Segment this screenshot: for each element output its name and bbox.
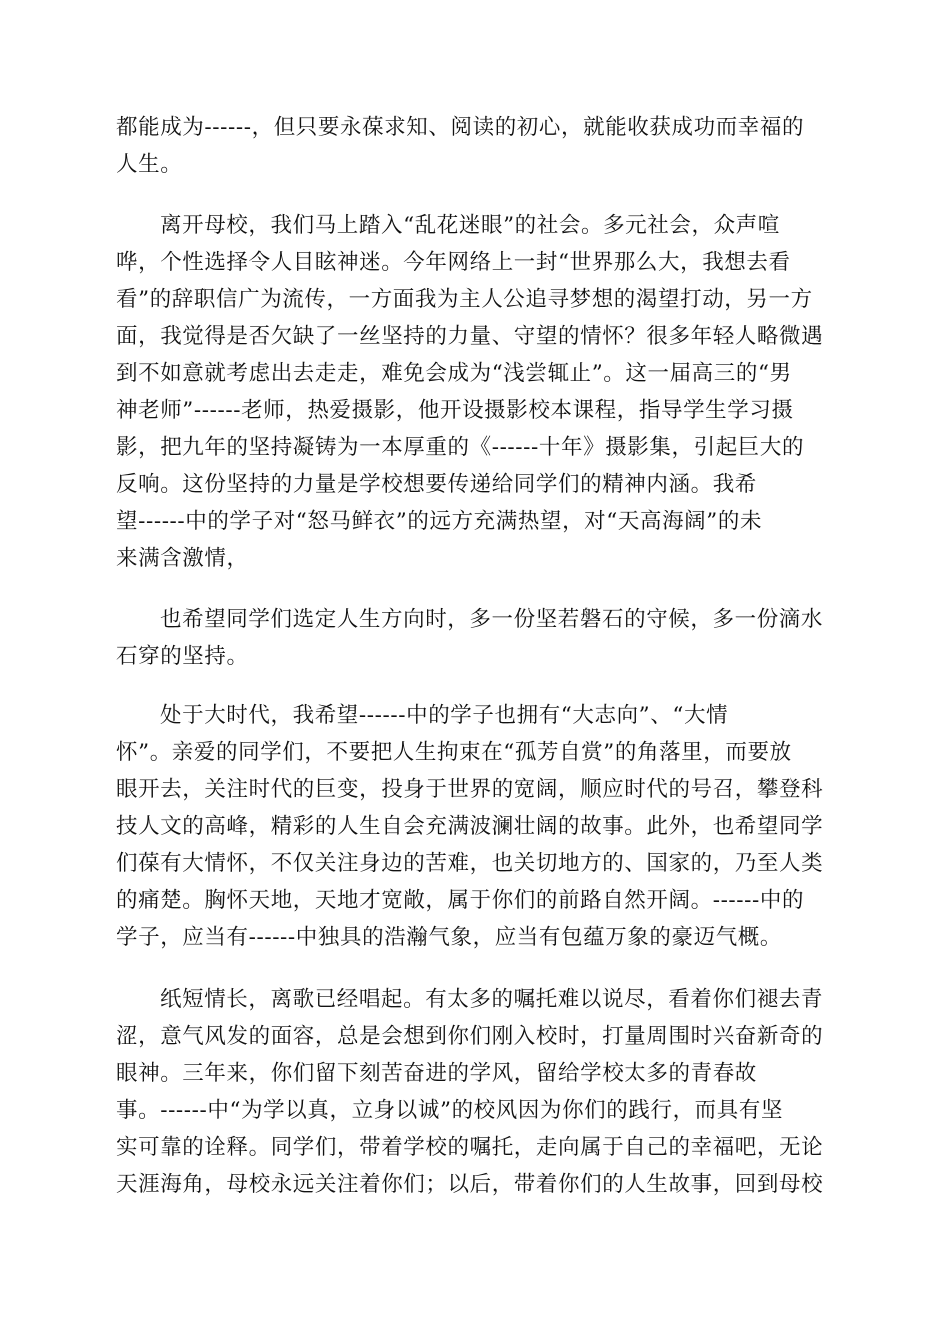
- paragraph-line: 天涯海角，母校永远关注着你们；以后，带着你们的人生故事，回到母校: [116, 1172, 824, 1197]
- paragraph-line: 都能成为------，但只要永葆求知、阅读的初心，就能收获成功而幸福的: [116, 115, 805, 140]
- paragraph-line: 也希望同学们选定人生方向时，多一份坚若磐石的守候，多一份滴水: [160, 607, 824, 632]
- paragraph-line: 纸短情长，离歌已经唱起。有太多的嘱托难以说尽，看着你们褪去青: [160, 987, 824, 1012]
- paragraph-line: 离开母校，我们马上踏入“乱花迷眼”的社会。多元社会，众声喧: [160, 213, 780, 238]
- paragraph-2: [116, 207, 834, 577]
- paragraph-4: [116, 697, 834, 956]
- paragraph-line: 看”的辞职信广为流传，一方面我为主人公追寻梦想的渴望打动，另一方: [116, 287, 813, 312]
- paragraph-line: 们葆有大情怀，不仅关注身边的苦难，也关切地方的、国家的，乃至人类: [116, 851, 824, 876]
- paragraph-line: 神老师”------老师，热爱摄影，他开设摄影校本课程，指导学生学习摄: [116, 398, 794, 423]
- paragraph-line: 来满含激情，: [116, 546, 249, 571]
- paragraph-line: 到不如意就考虑出去走走，难免会成为“浅尝辄止”。这一届高三的“男: [116, 361, 792, 386]
- paragraph-5: [116, 981, 834, 1203]
- paragraph-line: 学子，应当有------中独具的浩瀚气象，应当有包蕴万象的豪迈气概。: [116, 925, 782, 950]
- paragraph-line: 影，把九年的坚持凝铸为一本厚重的《------十年》摄影集，引起巨大的: [116, 435, 805, 460]
- paragraph-line: 技人文的高峰，精彩的人生自会充满波澜壮阔的故事。此外，也希望同学: [116, 814, 824, 839]
- paragraph-line: 眼开去，关注时代的巨变，投身于世界的宽阔，顺应时代的号召，攀登科: [116, 777, 824, 802]
- paragraph-line: 哗，个性选择令人目眩神迷。今年网络上一封“世界那么大，我想去看: [116, 250, 791, 275]
- paragraph-line: 处于大时代，我希望------中的学子也拥有“大志向”、“大情: [160, 703, 729, 728]
- paragraph-line: 人生。: [116, 152, 183, 177]
- paragraph-line: 面，我觉得是否欠缺了一丝坚持的力量、守望的情怀？很多年轻人略微遇: [116, 324, 824, 349]
- paragraph-line: 怀”。亲爱的同学们，不要把人生拘束在“孤芳自赏”的角落里，而要放: [116, 740, 792, 765]
- paragraph-line: 石穿的坚持。: [116, 644, 249, 669]
- paragraph-line: 的痛楚。胸怀天地，天地才宽敞，属于你们的前路自然开阔。------中的: [116, 888, 805, 913]
- paragraph-line: 望------中的学子对“怒马鲜衣”的远方充满热望，对“天高海阔”的未: [116, 509, 763, 534]
- paragraph-3: [116, 601, 834, 675]
- paragraph-1: [116, 109, 834, 183]
- paragraph-line: 事。------中“为学以真，立身以诚”的校风因为你们的践行，而具有坚: [116, 1098, 784, 1123]
- paragraph-line: 眼神。三年来，你们留下刻苦奋进的学风，留给学校太多的青春故: [116, 1061, 757, 1086]
- paragraph-line: 反响。这份坚持的力量是学校想要传递给同学们的精神内涵。我希: [116, 472, 757, 497]
- paragraph-line: 实可靠的诠释。同学们，带着学校的嘱托，走向属于自己的幸福吧，无论: [116, 1135, 824, 1160]
- paragraph-line: 涩，意气风发的面容，总是会想到你们刚入校时，打量周围时兴奋新奇的: [116, 1024, 824, 1049]
